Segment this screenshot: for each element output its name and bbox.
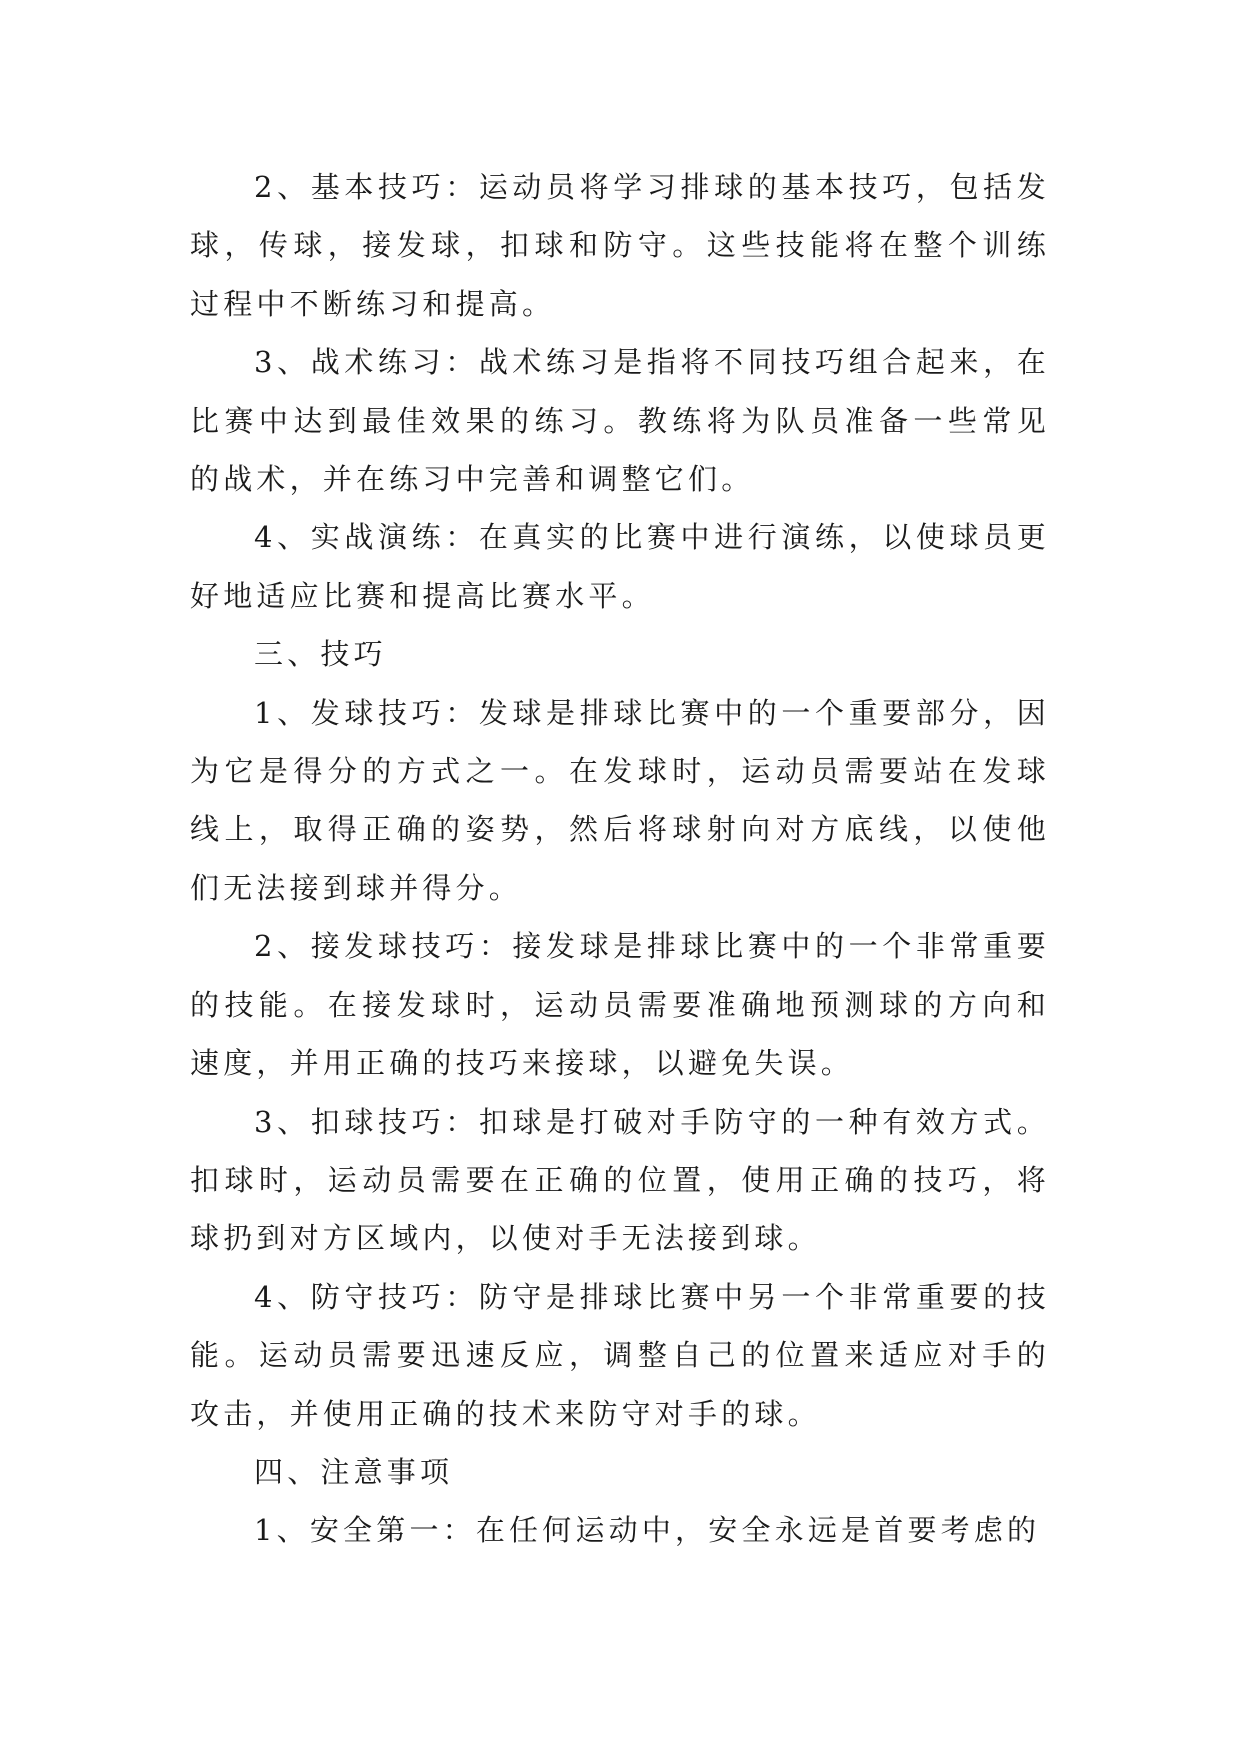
paragraph-safety-first: 1、安全第一：在任何运动中，安全永远是首要考虑的 bbox=[254, 1513, 1041, 1548]
paragraph-receive-skills: 2、接发球技巧：接发球是排球比赛中的一个非常重要的技能。在接发球时，运动员需要准确地预测球的方向和速度，并用正确的技巧来接球，以避免失误。 bbox=[190, 929, 1050, 1081]
document-body bbox=[190, 158, 1050, 1560]
paragraph-match-drills: 4、实战演练：在真实的比赛中进行演练，以使球员更好地适应比赛和提高比赛水平。 bbox=[190, 520, 1050, 613]
paragraph-serve-skills: 1、发球技巧：发球是排球比赛中的一个重要部分，因为它是得分的方式之一。在发球时，运动员需要站在发球线上，取得正确的姿势，然后将球射向对方底线，以使他们无法接到球并得分。 bbox=[190, 695, 1050, 905]
section-heading-skills: 三、技巧 bbox=[254, 637, 387, 672]
paragraph-tactics-practice: 3、战术练习：战术练习是指将不同技巧组合起来，在比赛中达到最佳效果的练习。教练将为队员准备一些常见的战术，并在练习中完善和调整它们。 bbox=[190, 345, 1050, 497]
paragraph-spike-skills: 3、扣球技巧：扣球是打破对手防守的一种有效方式。扣球时，运动员需要在正确的位置，使用正确的技巧，将球扔到对方区域内，以使对手无法接到球。 bbox=[190, 1104, 1050, 1256]
paragraph-defense-skills: 4、防守技巧：防守是排球比赛中另一个非常重要的技能。运动员需要迅速反应，调整自己的位置来适应对手的攻击，并使用正确的技术来防守对手的球。 bbox=[190, 1279, 1050, 1431]
paragraph-basic-skills: 2、基本技巧：运动员将学习排球的基本技巧，包括发球，传球，接发球，扣球和防守。这些技能将在整个训练过程中不断练习和提高。 bbox=[190, 170, 1050, 321]
section-heading-notes: 四、注意事项 bbox=[254, 1454, 454, 1489]
